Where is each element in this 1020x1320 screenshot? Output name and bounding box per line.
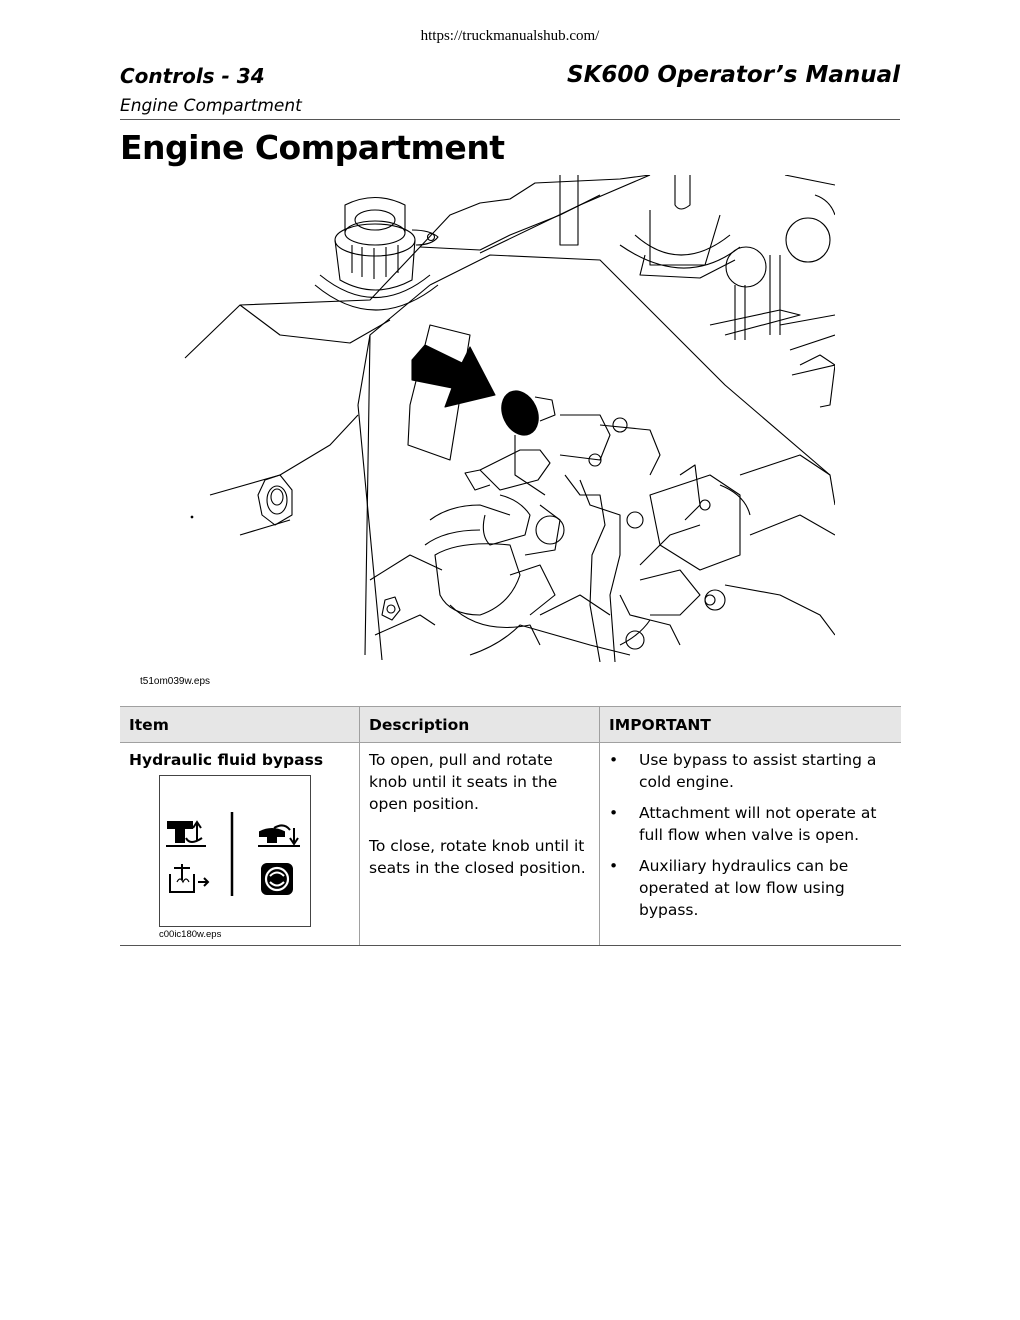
bypass-circle-icon xyxy=(262,864,292,894)
list-item xyxy=(609,749,892,793)
item-cell xyxy=(120,743,360,946)
header-section: Controls - 34 xyxy=(120,64,265,88)
bullet: • xyxy=(609,804,619,822)
bullet: • xyxy=(609,857,619,875)
column-header-important: IMPORTANT xyxy=(600,707,902,743)
knob-pull-rotate-icon xyxy=(166,822,206,846)
important-text: Use bypass to assist starting a cold engine. xyxy=(639,751,877,791)
description-open: To open, pull and rotate knob until it seats in the open position. xyxy=(369,751,558,813)
arrow-pointer-icon xyxy=(412,345,495,407)
list-item xyxy=(609,802,892,846)
knob-rotate-push-icon xyxy=(258,825,300,846)
controls-table xyxy=(120,706,901,946)
bypass-knob xyxy=(495,385,545,441)
column-header-item: Item xyxy=(120,707,360,743)
control-joystick xyxy=(560,175,835,407)
engine-compartment-illustration xyxy=(180,175,835,662)
table-row xyxy=(120,743,901,946)
important-text: Auxiliary hydraulics can be operated at low flow using bypass. xyxy=(639,857,849,919)
list-item xyxy=(609,855,892,921)
tank-flow-icon xyxy=(170,864,208,892)
header-manual-title: SK600 Operator’s Manual xyxy=(567,62,900,88)
decal-caption: c00ic180w.eps xyxy=(159,929,222,940)
figure-caption: t51om039w.eps xyxy=(140,676,211,687)
source-url: https://truckmanualshub.com/ xyxy=(420,28,600,44)
important-text: Attachment will not operate at full flow when valve is open. xyxy=(639,804,877,844)
page-title: Engine Compartment xyxy=(120,128,505,167)
hex-bolt xyxy=(258,475,400,620)
item-name: Hydraulic fluid bypass xyxy=(129,751,324,769)
header-subsection: Engine Compartment xyxy=(120,96,302,116)
description-cell xyxy=(360,743,600,946)
header-divider xyxy=(120,119,900,120)
description-close: To close, rotate knob until it seats in the closed position. xyxy=(369,837,586,877)
bypass-decal xyxy=(159,775,311,927)
bullet: • xyxy=(609,751,619,769)
important-cell xyxy=(600,743,902,946)
hydraulic-fittings xyxy=(425,415,835,662)
column-header-description: Description xyxy=(360,707,600,743)
table-header-row xyxy=(120,707,901,743)
important-list xyxy=(609,749,892,921)
